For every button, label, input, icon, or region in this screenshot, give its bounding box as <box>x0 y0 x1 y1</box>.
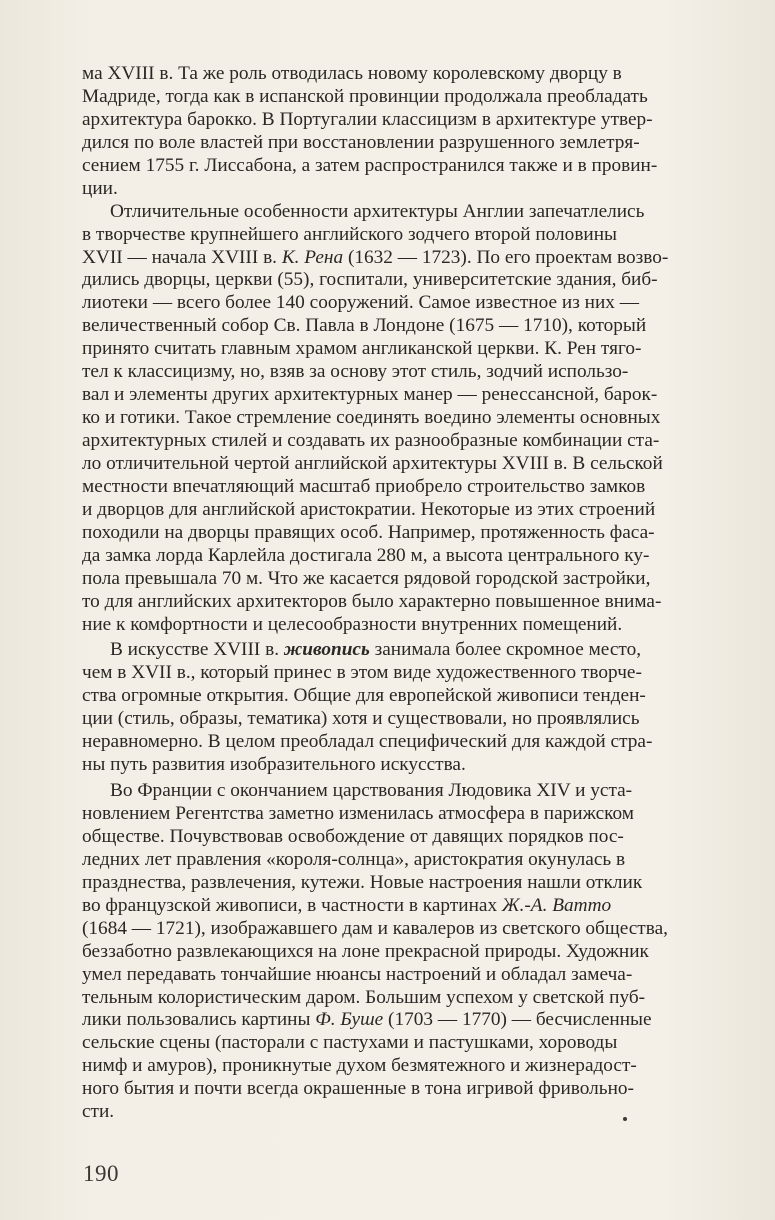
print-speck <box>623 1117 627 1121</box>
text-line: ции (стиль, образы, тематика) хотя и существовали, но проявлялись <box>82 708 640 730</box>
text-line: Мадриде, тогда как в испанской провинции продолжала преобладать <box>82 85 648 107</box>
person-name: Ж.-А. Ватто <box>501 894 612 916</box>
text-line: празднества, развлечения, кутежи. Новые настроения нашли отклик <box>82 871 643 893</box>
text-line: новлением Регентства заметно изменилась атмосфера в парижском <box>82 803 635 824</box>
text-line: Во Франции с окончанием царствования Людовика XIV и уста- <box>110 780 633 802</box>
text-line: тельным колористическим даром. Большим успехом у светской пуб- <box>82 986 646 1008</box>
text-line: походили на дворцы правящих особ. Например, протяженность фаса- <box>82 521 655 543</box>
text-run: В искусстве XVIII в. <box>110 639 284 661</box>
text-line: нимф и амуров), проникнутые духом безмятежного и жизнерадост- <box>82 1055 637 1077</box>
text-line: дился по воле властей при восстановлении разрушенного землетря- <box>82 131 640 153</box>
text-line: величественный собор Св. Павла в Лондоне (1675 — 1710), который <box>82 315 647 337</box>
text-line <box>82 247 768 270</box>
text-line: архитектурных стилей и создавать их разнообразные комбинации ста- <box>82 430 660 451</box>
text-line <box>82 895 768 918</box>
text-line: беззаботно развлекающихся на лоне прекрасной природы. Художник <box>82 940 649 962</box>
text-line: дились дворцы, церкви (55), госпитали, университетские здания, биб- <box>82 269 658 291</box>
text-line: сельские сцены (пасторали с пастухами и пастушками, хороводы <box>82 1032 618 1054</box>
text-line: тел к классицизму, но, взяв за основу этот стиль, зодчий использо- <box>82 361 629 383</box>
text-line: вал и элементы других архитектурных манер — ренессансной, барок- <box>82 384 658 406</box>
text-line: Отличительные особенности архитектуры Англии запечатлелись <box>110 200 645 222</box>
text-line: и дворцов для английской аристократии. Некоторые из этих строений <box>82 498 656 520</box>
text-line: ции. <box>82 177 118 199</box>
text-run: (1703 — 1770) — бесчисленные <box>383 1009 652 1031</box>
text-line: сти. <box>82 1101 115 1123</box>
text-line: обществе. Почувствовав освобождение от давящих порядков пос- <box>82 825 624 847</box>
paragraph <box>82 201 768 637</box>
text-line: умел передавать тончайшие нюансы настроений и обладал замеча- <box>82 963 633 985</box>
text-line: местности впечатляющий масштаб приобрело строительство замков <box>82 475 646 497</box>
text-line: сением 1755 г. Лиссабона, а затем распространился также и в провин- <box>82 154 658 176</box>
paragraph <box>82 63 768 201</box>
text-line: ледних лет правления «короля-солнца», аристократия окунулась в <box>82 848 626 870</box>
person-name: Ф. Буше <box>315 1009 384 1031</box>
text-line: принято считать главным храмом англиканской церкви. К. Рен тяго- <box>82 338 642 360</box>
text-run: лики пользовались картины <box>82 1009 316 1031</box>
text-line: ло отличительной чертой английской архитектуры XVIII в. В сельской <box>82 452 663 474</box>
text-line: ма XVIII в. Та же роль отводилась новому королевскому дворцу в <box>82 63 622 84</box>
text-run: XVII — начала XVIII в. <box>82 246 282 268</box>
text-line: ко и готики. Такое стремление соединять воедино элементы основных <box>82 407 661 429</box>
text-line: неравномерно. В целом преобладал специфический для каждой стра- <box>82 731 653 753</box>
text-line <box>82 639 768 662</box>
person-name: К. Рена <box>281 246 344 268</box>
text-line: ства огромные открытия. Общие для европейской живописи тенден- <box>82 685 646 707</box>
emphasized-term: живопись <box>283 639 370 661</box>
text-run: занимала более скромное место, <box>369 639 642 661</box>
text-line: ного бытия и почти всегда окрашенные в тона игривой фривольно- <box>82 1078 634 1100</box>
body-text <box>82 63 768 1124</box>
text-line: ние к комфортности и целесообразности внутренних помещений. <box>82 613 623 635</box>
text-line <box>82 1009 768 1032</box>
text-line: чем в XVII в., который принес в этом виде художественного творче- <box>82 662 642 684</box>
text-line: да замка лорда Карлейла достигала 280 м, а высота центрального ку- <box>82 544 650 566</box>
text-line: (1684 — 1721), изображавшего дам и кавалеров из светского общества, <box>82 917 668 939</box>
text-line: то для английских архитекторов было характерно повышенное внима- <box>82 590 662 612</box>
paragraph <box>82 780 768 1124</box>
text-line: лиотеки — всего более 140 сооружений. Самое известное из них — <box>82 292 640 314</box>
text-line: пола превышала 70 м. Что же касается рядовой городской застройки, <box>82 567 651 589</box>
text-line: архитектура барокко. В Португалии классицизм в архитектуре утвер- <box>82 108 653 130</box>
paragraph <box>82 639 768 777</box>
text-line: в творчестве крупнейшего английского зодчего второй половины <box>82 223 618 245</box>
text-line: ны путь развития изобразительного искусства. <box>82 754 466 776</box>
page-number: 190 <box>83 1161 119 1186</box>
text-run: (1632 — 1723). По его проектам возво- <box>343 246 669 268</box>
text-run: во французской живописи, в частности в картинах <box>82 894 502 916</box>
